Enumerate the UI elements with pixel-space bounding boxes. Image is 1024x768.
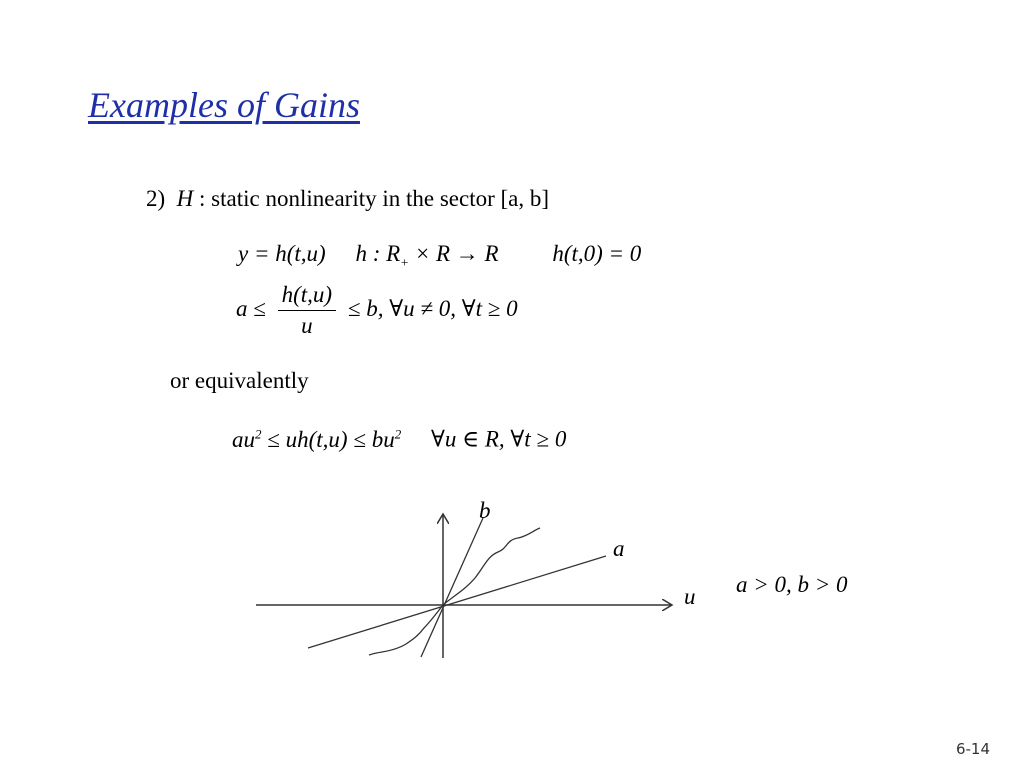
page-number: 6-14 xyxy=(955,740,990,758)
sector-line-a xyxy=(308,556,606,648)
eq3-quantifiers: ∀u ∈ R, ∀t ≥ 0 xyxy=(430,426,567,452)
eq3-lhs: $au^2 \le uh(t,u) \le bu^2$ xyxy=(232,426,402,452)
eq2-denominator: u xyxy=(301,313,313,338)
nonlinearity-curve xyxy=(443,528,540,605)
eq1-mapping: h : $R_+ \times R \to R$ xyxy=(355,241,499,270)
eq1-zero: h(t,0) = 0 xyxy=(552,241,642,266)
item-symbol: H xyxy=(176,186,194,211)
label-a: a xyxy=(613,536,625,561)
item-number: 2) xyxy=(146,186,166,211)
label-b: b xyxy=(479,498,491,523)
eq2-numerator: h(t,u) xyxy=(278,282,336,311)
slide-title: Examples of Gains xyxy=(88,85,360,125)
positivity-condition: a > 0, b > 0 xyxy=(736,572,848,597)
item-text: : static nonlinearity in the sector [a, b] xyxy=(193,186,550,211)
label-u: u xyxy=(684,584,696,609)
eq2-left: a ≤ xyxy=(236,295,266,321)
eq1-output: y = h(t,u) xyxy=(238,241,326,266)
eq2-right: ≤ b, ∀u ≠ 0, ∀t ≥ 0 xyxy=(347,295,518,321)
or-equivalently-text: or equivalently xyxy=(170,368,309,393)
sector-line-b xyxy=(421,518,483,657)
nonlinearity-curve-lower xyxy=(369,605,443,655)
